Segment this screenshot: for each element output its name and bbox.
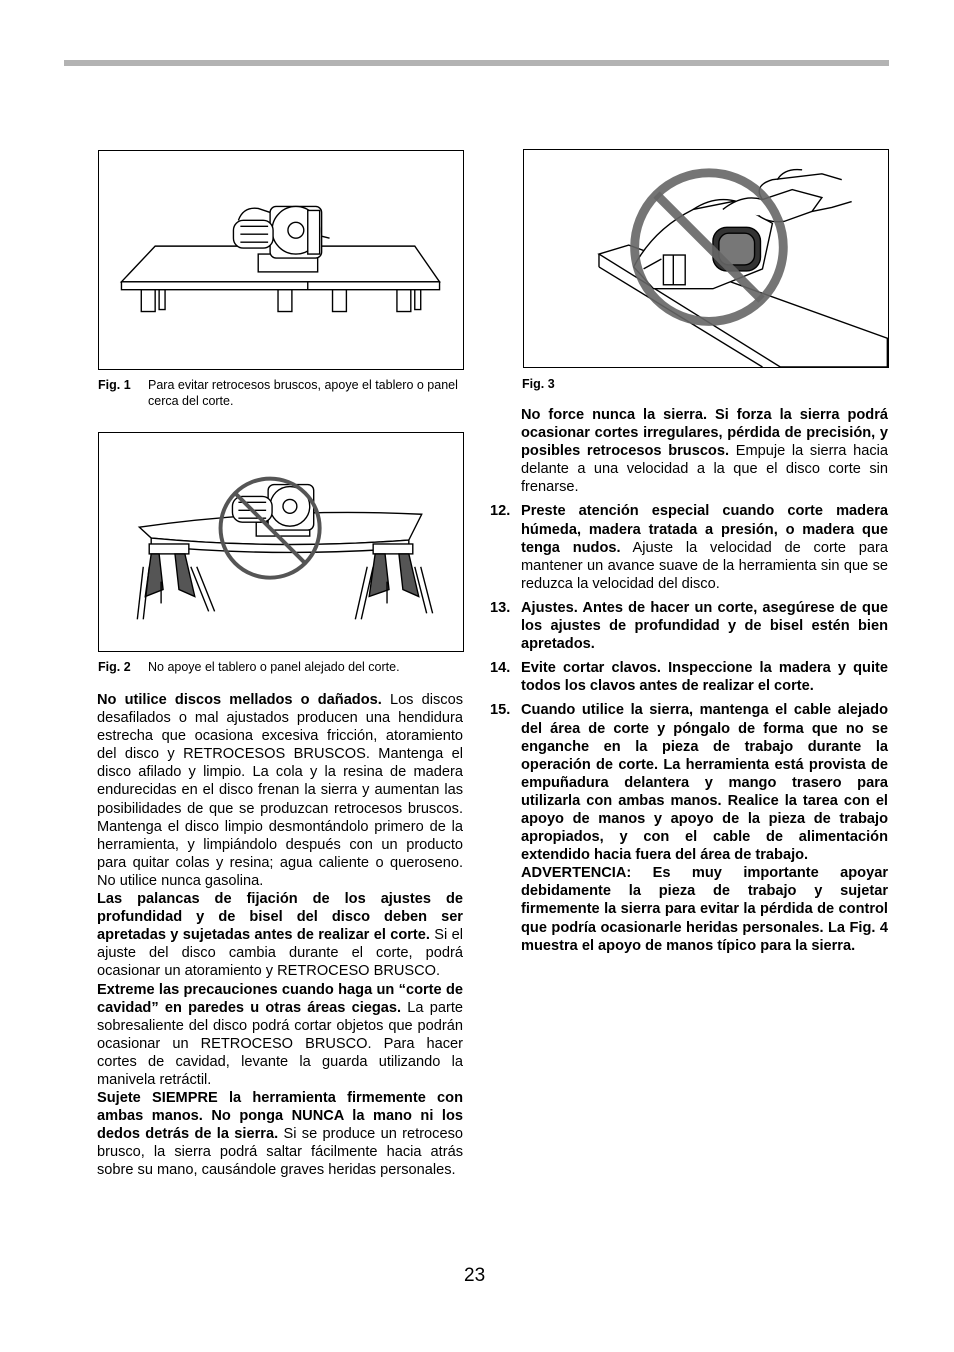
header-rule — [64, 60, 889, 66]
figure-1-caption-text: Para evitar retrocesos bruscos, apoye el tablero o panel cerca del corte. — [148, 378, 458, 408]
list-item: 12. Preste atención especial cuando corte madera húmeda, madera tratada a presión, o madera que tenga nudos. Ajuste la velocidad de corte para mantener un avance suave de la herramienta sin que se reduzca la velocidad del disco. — [490, 503, 888, 592]
figure-2-caption-text: No apoye el tablero o panel alejado del corte. — [148, 660, 400, 674]
figure-1 — [98, 150, 464, 370]
paragraph-warning: ADVERTENCIA: Es muy importante apoyar debidamente la pieza de trabajo y sujetar firmemente la sierra para evitar la pérdida de control que podría ocasionarle heridas personales. La Fig. 4 muestra el apoyo de manos típico para la sierra. — [521, 865, 888, 954]
figure-1-label: Fig. 1 — [98, 378, 131, 392]
figure-1-caption — [98, 377, 468, 411]
figure-3-caption — [522, 376, 622, 394]
right-column — [490, 406, 888, 955]
saw-on-supported-board-illustration — [99, 151, 463, 369]
paragraph-dull-discs: No utilice discos mellados o dañados. Los discos desafilados o mal ajustados producen una hendidura estrecha que ocasiona excesiva fricción, atoramiento del disco y RETROCESOS BRUSCOS. Mantenga el disco afilado y limpio. La cola y la resina de madera endurecidas en el disco frenan la sierra y aumentan las posibilidades de que se produzcan retrocesos bruscos. Mantenga el disco limpio desmontándolo primero de la herramienta, y limpiándolo después con un producto para quitar colas y resina; agua caliente o queroseno. No utilice nunca gasolina. — [97, 692, 463, 889]
paragraph-lock-levers: Las palancas de fijación de los ajustes de profundidad y de bisel del disco deben ser apretadas y sujetadas antes de realizar el corte. Si el ajuste del disco cambia durante el corte, podrá ocasionar un atoramiento y RETROCESO BRUSCO. — [97, 891, 463, 980]
list-item: 14. Evite cortar clavos. Inspeccione la madera y quite todos los clavos antes de realizar el corte. — [490, 660, 888, 695]
list-item: 13. Ajustes. Antes de hacer un corte, asegúrese de que los ajustes de profundidad y de bisel estén bien apretados. — [490, 599, 888, 653]
figure-2-caption — [98, 659, 468, 677]
figure-2 — [98, 432, 464, 652]
list-item: 15. Cuando utilice la sierra, mantenga el cable alejado del área de corte y póngalo de forma que no se enganche en la pieza de trabajo durante la operación de corte. La herramienta está provista de empuñadura delantera y mango trasero para utilizarla con ambas manos. Realice la tarea con el apoyo de manos y apoyo de la pieza de trabajo apropiados, y con el cable de alimentación extendido hacia fuera del área de trabajo. — [490, 702, 888, 864]
paragraph-no-force: No force nunca la sierra. Si forza la sierra podrá ocasionar cortes irregulares, pérdida de precisión, y posibles retrocesos bruscos. Empuje la sierra hacia delante a una velocidad a la que el disco corte sin frenarse. — [521, 407, 888, 496]
page-number: 23 — [464, 1265, 486, 1286]
figure-2-label: Fig. 2 — [98, 660, 131, 674]
saw-on-unsupported-board-illustration — [99, 433, 463, 651]
paragraph-both-hands: Sujete SIEMPRE la herramienta firmemente con ambas manos. No ponga NUNCA la mano ni los dedos detrás de la sierra. Si se produce un retroceso brusco, la sierra podrá saltar fácilmente hacia atrás sobre su mano, causándole graves heridas personales. — [97, 1090, 463, 1179]
figure-3 — [523, 149, 889, 368]
figure-3-label: Fig. 3 — [522, 377, 555, 391]
left-column — [97, 691, 463, 1180]
paragraph-plunge-cut: Extreme las precauciones cuando haga un “corte de cavidad” en paredes u otras áreas ciegas. La parte sobresaliente del disco podrá cortar objetos que podrán ocasionar un RETROCESO BRUSCO. Para hacer cortes de cavidad, levante la guarda utilizando la manivela retráctil. — [97, 981, 463, 1088]
hand-behind-saw-illustration — [524, 150, 888, 367]
